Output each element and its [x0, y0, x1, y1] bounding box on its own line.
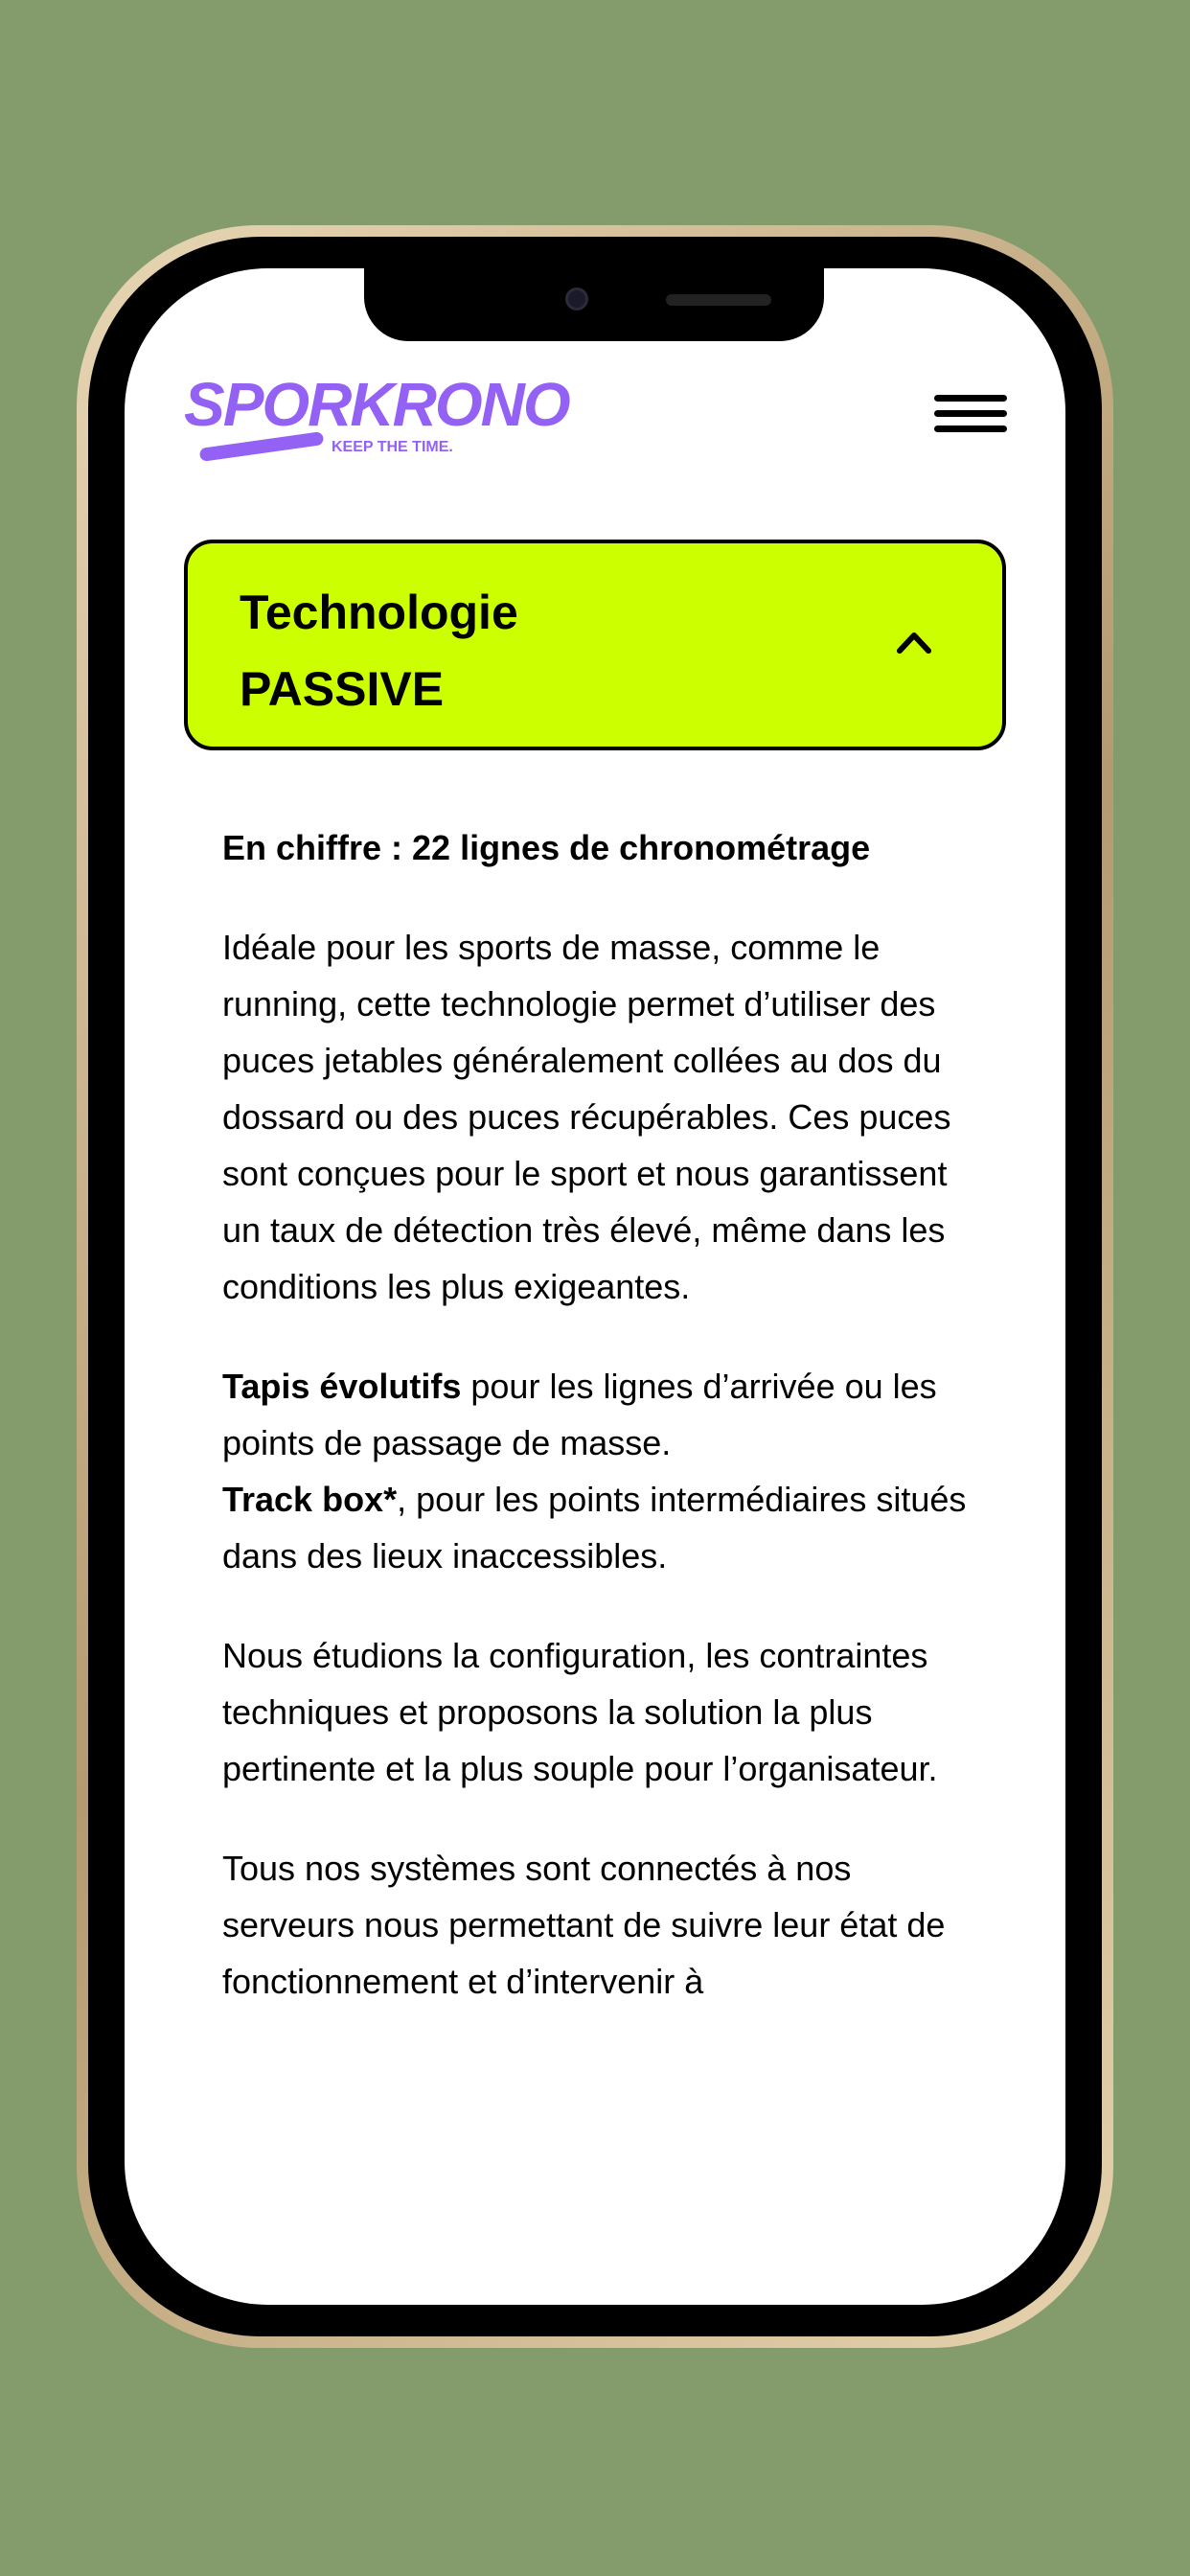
chevron-up-icon: [895, 622, 933, 660]
accordion-title-line1: Technologie: [240, 586, 518, 639]
paragraph-servers: Tous nos systèmes sont connectés à nos serveurs nous permettant de suivre leur état de fonctionnement et d’intervenir à: [222, 1849, 946, 2001]
logo-tagline: KEEP THE TIME.: [332, 439, 453, 455]
phone-notch: [364, 268, 824, 341]
tapis-label: Tapis évolutifs: [222, 1367, 462, 1406]
paragraph-configuration: Nous étudions la configuration, les contraintes techniques et proposons la solution la plus pertinente et la plus souple pour l’organisateur.: [222, 1636, 938, 1788]
paragraph-equipment: [222, 1358, 970, 1584]
camera-icon: [565, 288, 588, 310]
accordion-content: [222, 819, 970, 2053]
accordion-technologie-passive[interactable]: [184, 540, 1006, 750]
speaker-grille: [666, 294, 771, 306]
hamburger-menu-icon[interactable]: [934, 395, 1007, 435]
paragraph-intro: Idéale pour les sports de masse, comme le running, cette technologie permet d’utiliser des puces jetables généralement collées au dos du dossard ou des puces récupérables. Ces puces sont conçues pour le sport et nous garantissent un taux de détection très élevé, même dans les conditions les plus exigeantes.: [222, 928, 951, 1306]
accordion-title-line2: PASSIVE: [240, 662, 445, 716]
tapis-text: pour les lignes d’arrivée ou les points de passage de masse.: [222, 1367, 937, 1462]
sporkrono-logo[interactable]: [180, 369, 569, 465]
phone-screen: [125, 268, 1065, 2305]
trackbox-text: , pour les points intermédiaires situés dans des lieux inaccessibles.: [222, 1480, 967, 1576]
logo-text: SPORKRONO: [184, 370, 569, 439]
trackbox-label: Track box*: [222, 1480, 398, 1519]
content-heading: En chiffre : 22 lignes de chronométrage: [222, 828, 871, 867]
accordion-title: [240, 574, 719, 727]
